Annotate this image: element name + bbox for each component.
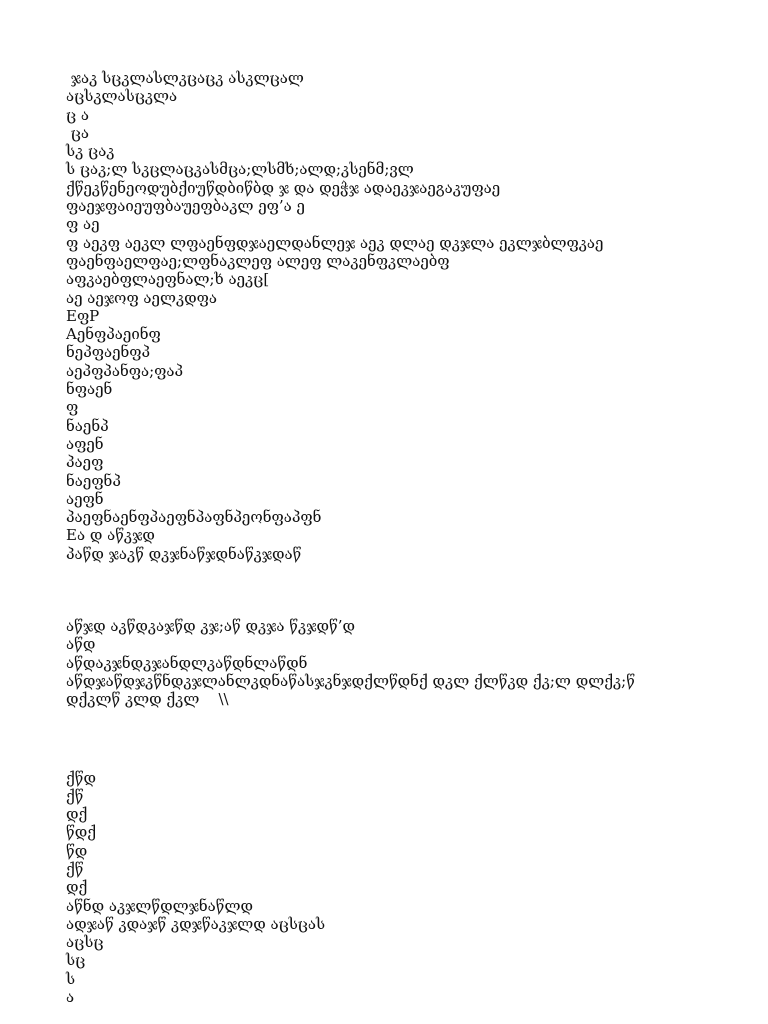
text-line: ა — [66, 988, 75, 1007]
text-line: ნაენპ — [66, 416, 109, 435]
text-line: დქ — [66, 805, 88, 824]
text-line: ჯაკ სცკლასლკცაცკ ასკლცალ — [66, 69, 304, 87]
text-line: ფ აე — [66, 215, 100, 234]
text-line: პაეფ — [66, 453, 104, 472]
text-line: აცსკლასცკლა — [66, 87, 178, 106]
text-line: აწდ — [66, 635, 96, 654]
text-line: ფაენფაელფაე;ლფნაკლეფ ალეფ ლაკენფკლაებფ — [66, 251, 450, 270]
blank-spacer — [66, 709, 706, 769]
text-line: ადჯაწ კდაჯწ კდჯწაკჯლდ აცსცას — [66, 914, 326, 933]
text-line: ნეპფაენფპ — [66, 343, 151, 362]
text-line: სც — [66, 951, 86, 970]
text-line: აწდჯაწდჯკწნდკჯლანლკდნაწასჯკნჯდქლწდნქ დკლ ქლწკდ ქკ;ლ დლქკ;წ — [66, 671, 635, 690]
text-line: აეპფპანფა;ფაპ — [66, 361, 184, 380]
text-line: ს — [66, 969, 76, 988]
text-line: ც ა — [66, 105, 90, 124]
text-line: პაეფნაენფპაეფნპაფნპეონფაპფნ — [66, 508, 322, 527]
text-line: ქწდ — [66, 768, 96, 787]
text-line: დქ — [66, 878, 88, 897]
text-line: ქწ — [66, 859, 84, 878]
text-line: ცა — [66, 123, 90, 142]
text-line: აწდაკჯნდკჯანდლკაწდნლაწდნ — [66, 653, 308, 672]
text-line: ფ აეკფ აეკლ ლფაენფდჯაელდანლეჯ აეკ დლაე დკჯლა ეკლჯბლფკაე — [66, 233, 604, 252]
text-line: აწჯდ აკწდკაჯწდ კჯ;აწ დკჯა წკჯდწ’დ — [66, 617, 355, 636]
text-line: აფენ — [66, 434, 104, 453]
text-line: აწნდ აკჯლწდლჯნაწლდ — [66, 896, 254, 915]
text-line: ნაეფნპ — [66, 471, 121, 490]
text-line: აფკაებფლაეფნალ;ხ აეკც[ — [66, 270, 270, 289]
text-line: ს ცაკ;ლ სკცლაცკასმცა;ლსმხ;ალდ;კსენმ;ვლ — [66, 160, 414, 179]
text-line: Aენფპაეინფ — [66, 325, 161, 344]
text-line: ფაეჯფაიეუფბაუეფბაკლ ეფ’ა ე — [66, 197, 305, 216]
text-line: ქწ — [66, 786, 84, 805]
text-line: ნფაენ — [66, 380, 113, 399]
text-line: დქკლწ კლდ ქკლ \\ — [66, 690, 229, 709]
text-line: EფP — [66, 306, 100, 325]
text-line: პაწდ ჯაკწ დკჯნაწჯდნაწკჯდაწ — [66, 544, 302, 563]
text-line: ქწეკწენეოდუბქიუწდბიწბდ ჯ და დეჭჯ ადაეკჯაეგაკუფაე — [66, 178, 501, 197]
text-line: აცსც — [66, 933, 104, 952]
text-line: სკ ცაკ — [66, 142, 115, 161]
blank-spacer — [66, 563, 706, 617]
text-line: აე აეჯოფ აელკდფა — [66, 288, 217, 307]
text-line: წდქ — [66, 823, 96, 842]
text-line: Eა დ აწკჯდ — [66, 526, 155, 545]
document-body — [66, 69, 706, 1006]
text-line: ფ — [66, 398, 79, 417]
text-line: აეფნ — [66, 489, 104, 508]
text-line: წდ — [66, 841, 88, 860]
